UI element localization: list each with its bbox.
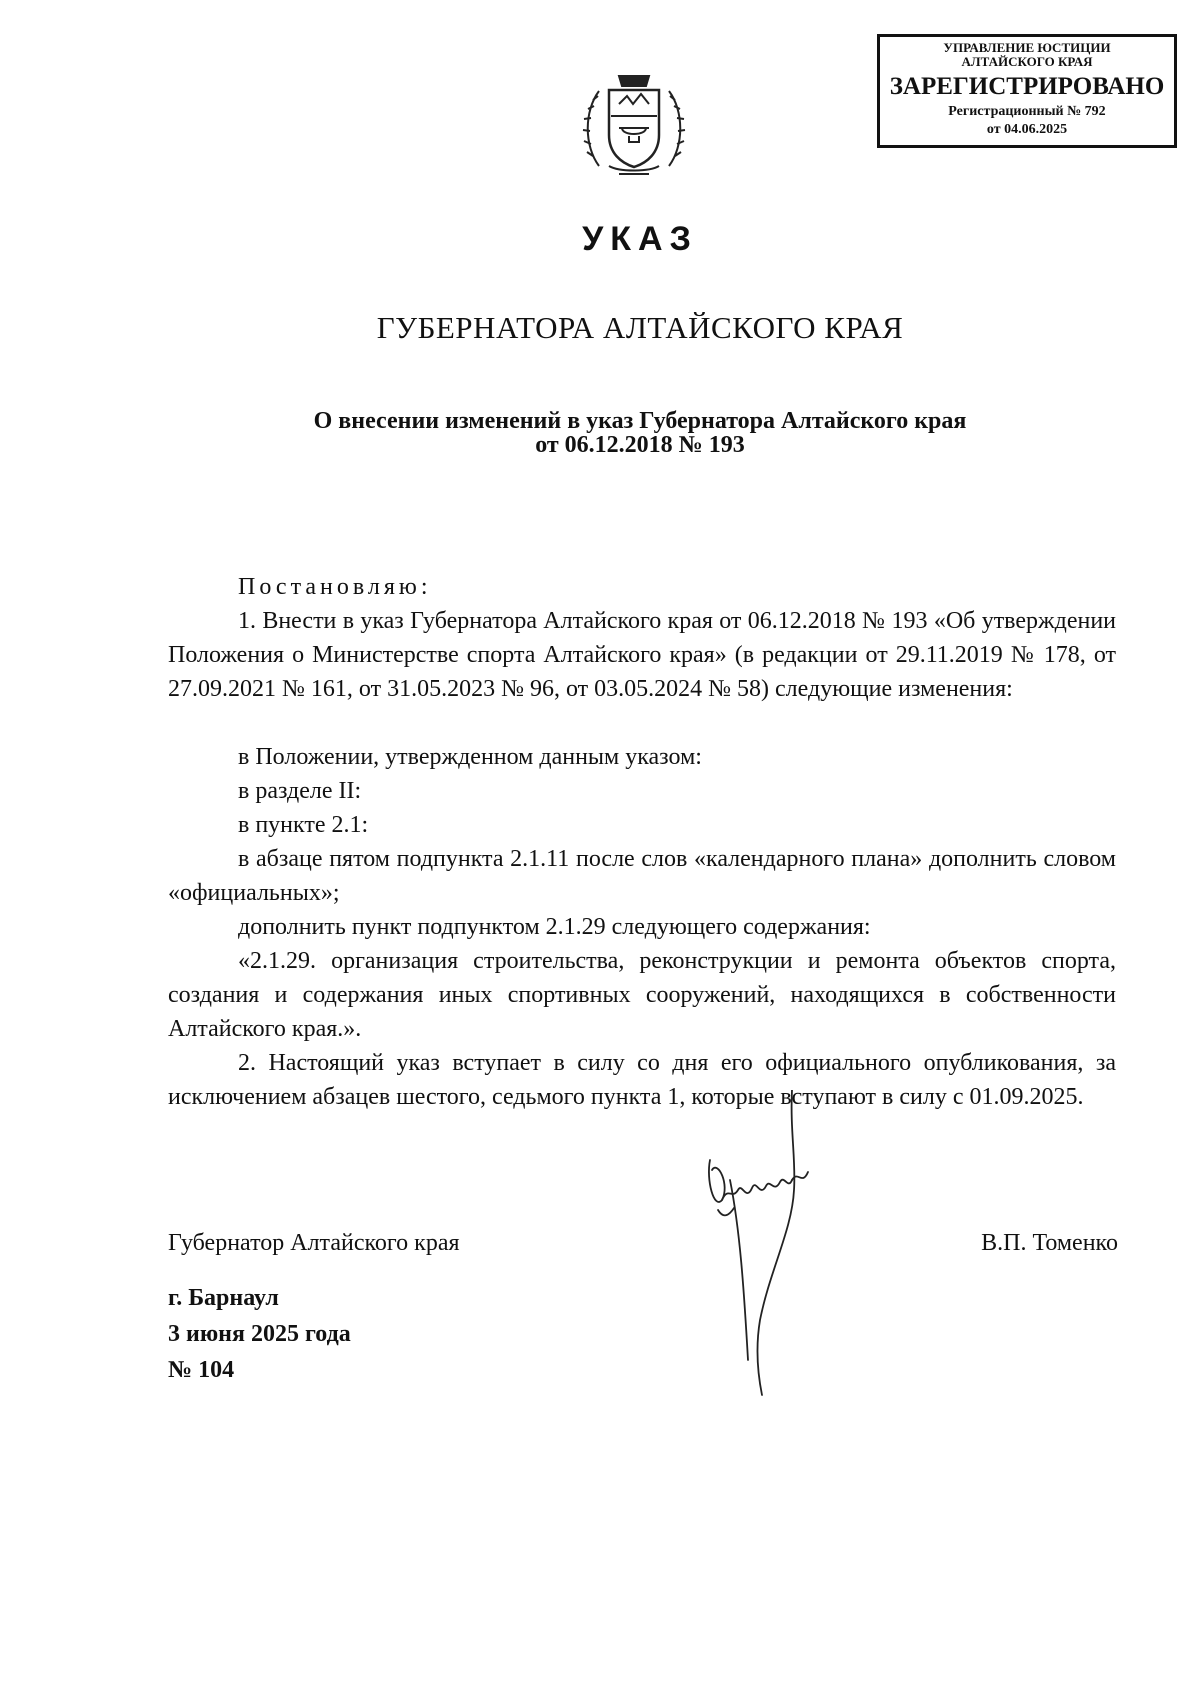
registration-stamp: [877, 34, 1177, 148]
decree-paragraph: дополнить пункт подпунктом 2.1.29 следующего содержания:: [238, 914, 871, 940]
decree-subject: [0, 409, 1200, 457]
stamp-authority-line1: УПРАВЛЕНИЕ ЮСТИЦИИ: [943, 40, 1111, 55]
decree-city: г. Барнаул: [168, 1285, 279, 1311]
signer-name: В.П. Томенко: [981, 1230, 1118, 1256]
decree-date: 3 июня 2025 года: [168, 1321, 351, 1347]
decree-paragraph: 1. Внести в указ Губернатора Алтайского края от 06.12.2018 № 193 «Об утверждении Положения о Министерстве спорта Алтайского края» (в редакции от 29.11.2019 № 178, от 27.09.2021 № 161, от 31.05.2023 № 96, от 03.05.2024 № 58) следующие изменения:: [168, 608, 1116, 702]
document-type-title: УКАЗ: [582, 220, 698, 258]
stamp-reg-number: Регистрационный № 792: [948, 104, 1106, 119]
coat-of-arms-emblem: [579, 66, 689, 186]
decree-place-date-number: [168, 1280, 351, 1388]
handwritten-signature: [700, 1090, 840, 1400]
decree-number: № 104: [168, 1357, 235, 1383]
stamp-authority-line2: АЛТАЙСКОГО КРАЯ: [961, 54, 1093, 69]
signer-title: Губернатор Алтайского края: [168, 1230, 460, 1256]
decree-paragraph: «2.1.29. организация строительства, реконструкции и ремонта объектов спорта, создания и содержания иных спортивных сооружений, находящихся в собственности Алтайского края.».: [168, 948, 1116, 1042]
decree-paragraph: в Положении, утвержденном данным указом:: [238, 744, 702, 770]
subject-line-1: О внесении изменений в указ Губернатора Алтайского края: [313, 408, 967, 434]
decree-paragraph: в абзаце пятом подпункта 2.1.11 после слов «календарного плана» дополнить словом «официальных»;: [168, 846, 1116, 906]
issuer-title: ГУБЕРНАТОРА АЛТАЙСКОГО КРАЯ: [376, 310, 904, 345]
decree-paragraph: в разделе II:: [238, 778, 362, 804]
decree-paragraph: 2. Настоящий указ вступает в силу со дня его официального опубликования, за исключением абзацев шестого, седьмого пункта 1, которые вступают в силу с 01.09.2025.: [168, 1050, 1116, 1110]
decree-preamble: Постановляю:: [238, 574, 432, 600]
subject-line-2: от 06.12.2018 № 193: [535, 432, 745, 458]
decree-paragraph: в пункте 2.1:: [238, 812, 369, 838]
stamp-status: ЗАРЕГИСТРИРОВАНО: [889, 73, 1165, 100]
stamp-reg-date: от 04.06.2025: [986, 122, 1068, 137]
